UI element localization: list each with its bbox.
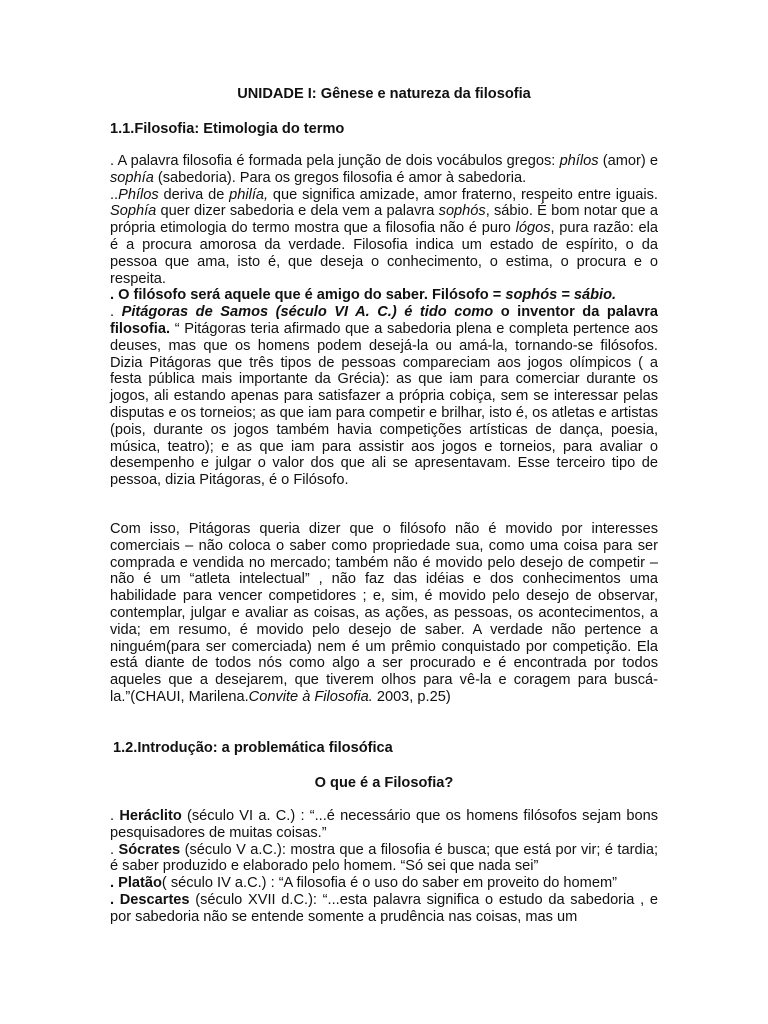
text-run: . — [110, 841, 119, 858]
text-run: (amor) e — [598, 153, 658, 169]
text-run: . — [110, 808, 120, 824]
text-run: . — [110, 304, 122, 321]
term-philia: philía, — [229, 186, 269, 203]
section-1-2-heading: 1.2.Introdução: a problemática filosófica — [113, 740, 393, 756]
paragraph-philos-meaning — [110, 187, 658, 288]
quote-descartes — [110, 892, 658, 926]
text-run: deriva de — [158, 186, 230, 203]
quote-socrates — [110, 842, 658, 876]
text-run: . A palavra filosofia é formada pela junção de dois vocábulos gregos: — [110, 153, 560, 169]
text-run: . — [110, 891, 120, 908]
term-sophia: sophía — [110, 169, 154, 186]
section-1-1-quote — [110, 521, 658, 706]
text-run: , pura razão: ela é a procura amorosa da verdade. Filosofia indica um estado de espírito, o da pessoa que ama, isto é, que deseja o conhecimento, o estima, o procura e o respeita. — [110, 220, 658, 287]
question-title: O que é a Filosofia? — [314, 775, 454, 791]
philosopher-name: Platão — [118, 875, 162, 892]
text-run: . — [110, 875, 119, 892]
text-run: quer dizer sabedoria e dela vem a palavra — [156, 203, 439, 220]
text-run: 2003, p.25) — [372, 688, 451, 705]
philosopher-name: Descartes — [119, 891, 190, 908]
book-title: Convite à Filosofia. — [248, 688, 373, 705]
paragraph-philosopher-definition — [110, 287, 658, 304]
quote-text: (século XVII d.C.): “...esta palavra significa o estudo da sabedoria , e por sabedoria não se entende somente a prudência nas coisas, mas um — [110, 891, 658, 925]
section-1-1-body — [110, 153, 658, 489]
section-1-1-heading: 1.1.Filosofia: Etimologia do termo — [110, 121, 345, 137]
text-run: .. — [110, 186, 119, 203]
term-logos: lógos — [515, 220, 551, 237]
quote-text: ( século IV a.C.) : “A filosofia é o uso do saber em proveito do homem” — [161, 875, 617, 892]
quote-platao — [110, 875, 658, 892]
term-sophos: sophós — [438, 203, 486, 220]
philosopher-name: Sócrates — [118, 841, 181, 858]
text-run: . O filósofo será aquele que é amigo do saber. Filósofo = — [110, 287, 506, 304]
quote-heraclito — [110, 808, 658, 842]
quote-text: (século VI a. C.) : “...é necessário que os homens filósofos sejam bons pesquisadores de muitas coisas.” — [110, 808, 659, 841]
term-philos: phílos — [559, 153, 599, 169]
text-run: o inventor da palavra filosofia. — [110, 304, 658, 337]
text-run: que significa amizade, amor fraterno, respeito entre iguais. — [268, 186, 658, 203]
paragraph-pitagoras — [110, 304, 658, 489]
text-run: (sabedoria). Para os gregos filosofia é amor à sabedoria. — [153, 169, 527, 186]
paragraph-etymology — [110, 153, 658, 187]
text-run: Com isso, Pitágoras queria dizer que o filósofo não é movido por interesses comerciais – não coloca o saber como propriedade sua, como uma coisa para ser comprada e vendida no mercado; também não é movido pelo desejo de competir – não é um “atleta intelectual” , não faz das idéias e dos conhecimentos uma habilidade para vencer competidores ; e, sim, é movido pelo desejo de observar, contemplar, julgar e avaliar as coisas, as ações, as pessoas, os acontecimentos, a vida; em resumo, é movido pelo desejo de saber. A verdade não pertence a ninguém(para ser comerciada) nem é um prêmio conquistado por competição. Ela está diante de todos nós como algo a ser procurado e é encontrada por todos aqueles que a desejarem, que tiverem olhos para vê-la e coragem para buscá-la.”(CHAUI, Marilena. — [110, 521, 658, 705]
term-sophia: Sophía — [110, 203, 157, 220]
pitagoras-emphasis: Pitágoras de Samos (século VI A. C.) é tido como — [121, 304, 494, 321]
term-philos: Phílos — [118, 186, 159, 203]
text-run: “ Pitágoras teria afirmado que a sabedoria plena e completa pertence aos deuses, mas que os homens podem desejá-la ou amá-la, tornando-se filósofos. Dizia Pitágoras que três tipos de pessoas compareciam aos jogos olímpicos ( a festa pública mais importante da Grécia): as que iam para comerciar durante os jogos, ali estando apenas para satisfazer a própria cobiça, sem se interessar pelas disputas e os torneios; as que iam para competir e brilhar, isto é, os atletas e artistas (pois, durante os jogos também havia competições artísticas de dança, poesia, música, teatro); e as que iam para assistir aos jogos e torneios, para avaliar o desempenho e julgar o valor dos que ali se apresentavam. Esse terceiro tipo de pessoa, dizia Pitágoras, é o Filósofo. — [110, 320, 658, 489]
unit-title: UNIDADE I: Gênese e natureza da filosofia — [237, 86, 531, 102]
text-run: , sábio. É bom notar que a própria etimologia do termo mostra que a filosofia não é puro — [110, 203, 658, 237]
paragraph-chaui-quote — [110, 521, 658, 706]
philosopher-name: Heráclito — [119, 808, 182, 824]
term-sophos-sabio: sophós = sábio. — [505, 287, 617, 304]
quote-text: (século V a.C.): mostra que a filosofia é busca; que está por vir; é tardia; é saber produzido e elaborado pelo homem. “Só sei que nada sei” — [110, 841, 658, 875]
philosopher-quotes — [110, 808, 658, 926]
